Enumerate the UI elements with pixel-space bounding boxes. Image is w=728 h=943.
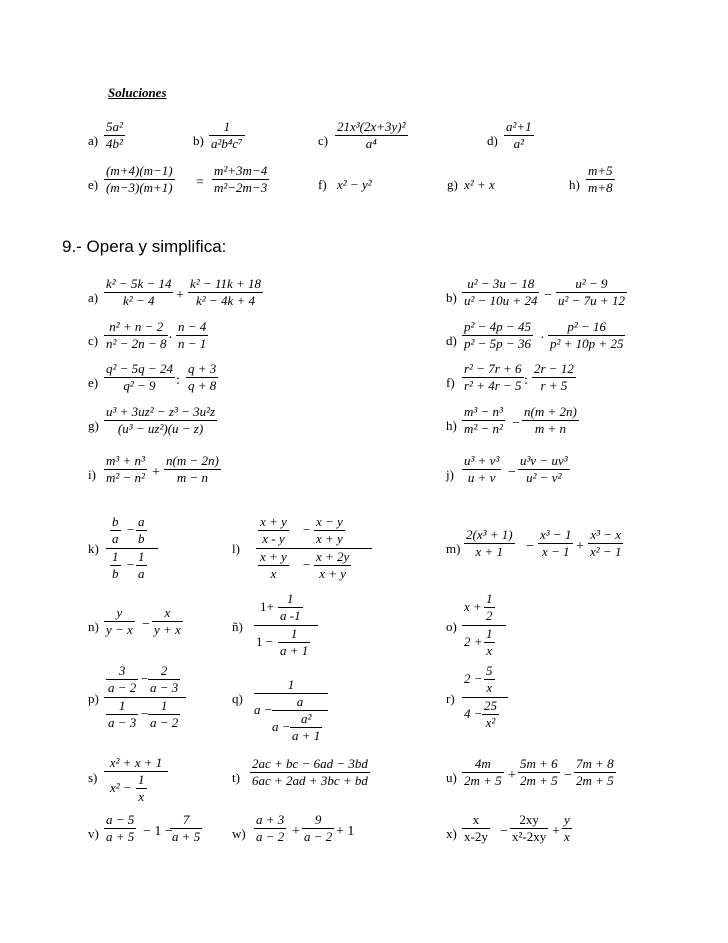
ex-j-label: j): [446, 467, 454, 482]
bottom-fraction-2: [136, 549, 147, 582]
sol-h-label: h): [569, 177, 580, 192]
operator: +: [576, 539, 584, 554]
denominator: m+8: [588, 180, 613, 195]
ex-b-fraction-1: [462, 276, 539, 309]
operator: −: [140, 706, 149, 721]
ex-m-fraction-1: [464, 527, 515, 560]
denominator: 4b²: [106, 136, 123, 151]
numerator: x³ − x: [590, 527, 622, 542]
ex-e-fraction-1: [104, 361, 175, 394]
ex-i-fraction-2: [164, 453, 221, 486]
numerator: m³ + n³: [106, 453, 145, 468]
ex-a-fraction-2: [188, 276, 263, 309]
ex-k-label: k): [88, 541, 99, 556]
denominator: (m−3)(m+1): [106, 180, 173, 195]
numerator: k² − 5k − 14: [106, 276, 172, 291]
denominator: a − 3: [150, 680, 179, 695]
ex-n-label: n): [88, 619, 99, 634]
ex-q-continued-fraction: [254, 677, 328, 750]
numerator: 5: [486, 663, 493, 678]
numerator: 1: [486, 626, 493, 641]
numerator: q² − 5q − 24: [106, 361, 173, 376]
ex-t-fraction: [250, 756, 370, 789]
ex-a-fraction-1: [104, 276, 173, 309]
denominator: x: [486, 680, 493, 695]
top-fraction-1: [110, 514, 121, 547]
ex-b-fraction-2: [556, 276, 627, 309]
bottom-fraction-1: [258, 549, 289, 582]
ex-s-complex-fraction: [104, 755, 168, 806]
numerator: x + 2y: [316, 549, 350, 564]
denominator: r + 5: [540, 378, 568, 393]
operator: +: [508, 768, 516, 783]
ex-w-fraction-1: [254, 812, 286, 845]
denominator: x − 1: [541, 544, 570, 559]
prefix: 2 −: [464, 671, 483, 686]
operator: ·: [540, 331, 545, 346]
sol-c-label: c): [318, 133, 329, 148]
denominator: m²−2m−3: [214, 180, 268, 195]
ex-enye-complex-fraction: [254, 591, 318, 660]
ex-d-fraction-2: [548, 319, 625, 352]
denominator: x²: [485, 715, 496, 730]
denominator: a − 2: [304, 829, 333, 844]
sol-f-expression: x² − y²: [337, 177, 372, 192]
numerator: 1: [138, 549, 145, 564]
numerator: 2ac + bc − 6ad − 3bd: [252, 756, 368, 771]
ex-h-fraction-1: [462, 404, 505, 437]
ex-v-label: v): [88, 826, 99, 841]
denominator: u² − 7u + 12: [558, 293, 625, 308]
ex-x-fraction-1: [462, 812, 490, 845]
denominator: a − 2: [256, 829, 285, 844]
numerator: n(m + 2n): [524, 404, 577, 419]
numerator: 1: [118, 698, 126, 713]
ex-c-label: c): [88, 333, 99, 348]
operator: :: [176, 373, 180, 388]
ex-m-fraction-2: [538, 527, 573, 560]
numerator: 1: [290, 626, 298, 641]
nested-fraction: [272, 694, 328, 745]
denominator: k² − 4k + 4: [196, 293, 255, 308]
denominator: y + x: [154, 622, 181, 637]
ex-v-fraction-2: [170, 812, 202, 845]
nested-fraction: [278, 626, 310, 659]
nested-fraction: [484, 626, 495, 659]
numerator: x + y: [260, 549, 287, 564]
denominator: a − 2: [108, 680, 137, 695]
numerator: x + y: [260, 514, 287, 529]
denominator: a + 5: [106, 829, 135, 844]
ex-g-label: g): [88, 418, 99, 433]
prefix: x +: [464, 599, 482, 614]
denominator: 6ac + 2ad + 3bc + bd: [252, 773, 368, 788]
denominator: r² + 4r − 5: [464, 378, 522, 393]
numerator: 21x³(2x+3y)²: [337, 119, 406, 134]
ex-c-fraction-2: [176, 319, 208, 352]
numerator: 1: [138, 772, 145, 787]
ex-h-fraction-2: [522, 404, 579, 437]
numerator: m²+3m−4: [214, 163, 268, 178]
numerator: y: [564, 812, 570, 827]
denominator: x: [138, 789, 145, 804]
ex-e-label: e): [88, 375, 99, 390]
ex-j-fraction-2: [518, 453, 570, 486]
ex-p-label: p): [88, 691, 99, 706]
denominator: b: [138, 531, 145, 546]
numerator: 4m: [474, 756, 491, 771]
numerator: p² − 16: [567, 319, 607, 334]
ex-x-fraction-2: [510, 812, 548, 845]
numerator: a + 3: [256, 812, 285, 827]
ex-b-label: b): [446, 290, 457, 305]
ex-p-complex-fraction: [104, 663, 186, 732]
numerator: q + 3: [188, 361, 217, 376]
numerator: 25: [484, 698, 497, 713]
denominator: m − n: [176, 470, 208, 485]
operator: −: [142, 617, 150, 632]
denominator: 2m + 5: [576, 773, 614, 788]
operator: :: [524, 373, 528, 388]
ex-h-label: h): [446, 418, 457, 433]
ex-f-fraction-2: [532, 361, 576, 394]
denominator: x²-2xy: [512, 829, 547, 844]
sol-c-fraction: [335, 119, 408, 152]
sol-e-label: e): [88, 177, 99, 192]
numerator: r² − 7r + 6: [464, 361, 522, 376]
numerator: n(m − 2n): [166, 453, 219, 468]
numerator: n² + n − 2: [109, 319, 164, 334]
bottom-fraction-2: [314, 549, 351, 582]
top-fraction-2: [148, 663, 180, 696]
denominator: a -1: [280, 608, 301, 623]
denominator: m + n: [534, 421, 566, 436]
operator: −: [564, 768, 572, 783]
ex-d-fraction-1: [462, 319, 533, 352]
denominator: x: [564, 829, 570, 844]
sol-b-fraction: [209, 119, 245, 152]
sol-g-label: g): [447, 177, 458, 192]
numerator: 1: [160, 698, 168, 713]
nested-fraction: [484, 663, 495, 696]
numerator: 1: [112, 549, 119, 564]
denominator: m² − n²: [464, 421, 503, 436]
soluciones-title: Soluciones: [108, 85, 167, 100]
ex-i-label: i): [88, 467, 96, 482]
prefix: 1 −: [256, 634, 274, 649]
operator: −: [544, 288, 552, 303]
operator: ·: [168, 331, 173, 346]
numerator: 1: [287, 591, 294, 606]
denominator: 2m + 5: [464, 773, 502, 788]
operator: +: [176, 288, 184, 303]
ex-x-fraction-3: [562, 812, 572, 845]
nested-fraction: [290, 711, 322, 744]
denominator: x-2y: [464, 829, 488, 844]
ex-f-label: f): [446, 375, 455, 390]
denominator: b: [112, 566, 119, 581]
ex-w-fraction-2: [302, 812, 334, 845]
top-fraction-1: [258, 514, 289, 547]
ex-o-label: o): [446, 619, 457, 634]
bottom-fraction-1: [106, 698, 138, 731]
numerator: 7m + 8: [576, 756, 614, 771]
operator: −: [508, 465, 516, 480]
ex-v-fraction-1: [104, 812, 136, 845]
ex-s-label: s): [88, 770, 98, 785]
numerator: u² − 3u − 18: [467, 276, 535, 291]
denominator: a²b⁴c⁷: [211, 136, 243, 151]
ex-t-label: t): [232, 770, 240, 785]
prefix: 4 −: [464, 706, 483, 721]
ex-j-fraction-1: [462, 453, 501, 486]
sol-h-fraction: [586, 163, 615, 196]
numerator: x: [472, 812, 480, 827]
operator: −: [302, 557, 311, 572]
ex-m-label: m): [446, 541, 461, 556]
sol-b-label: b): [193, 133, 204, 148]
prefix: a −: [272, 719, 291, 734]
sol-e-fraction-2: [212, 163, 269, 196]
numerator: 1: [287, 677, 295, 692]
numerator: a − 5: [106, 812, 135, 827]
operator: −: [526, 539, 534, 554]
ex-enye-label: ñ): [232, 619, 243, 634]
denominator: x² − 1: [590, 544, 622, 559]
equals-sign: =: [196, 175, 204, 190]
denominator: a: [112, 531, 119, 546]
ex-k-complex-fraction: [106, 514, 158, 583]
numerator: m³ − n³: [464, 404, 503, 419]
numerator: 5m + 6: [520, 756, 558, 771]
top-fraction-2: [136, 514, 147, 547]
prefix: 1+: [260, 599, 274, 614]
top-fraction-2: [314, 514, 345, 547]
operator: − 1 −: [143, 824, 173, 839]
nested-fraction: [484, 591, 495, 624]
denominator: u² − v²: [526, 470, 562, 485]
numerator: p² − 4p − 45: [464, 319, 531, 334]
prefix: x² −: [110, 780, 132, 795]
sol-f-label: f): [318, 177, 327, 192]
denominator: x: [486, 643, 493, 658]
denominator: a + 1: [280, 643, 309, 658]
nested-fraction: [482, 698, 499, 731]
prefix: 2 +: [464, 634, 483, 649]
numerator: a: [296, 694, 304, 709]
ex-d-label: d): [446, 333, 457, 348]
numerator: 2r − 12: [534, 361, 574, 376]
numerator: 2: [160, 663, 168, 678]
denominator: x + 1: [475, 544, 504, 559]
denominator: a⁴: [365, 136, 377, 151]
denominator: u + v: [467, 470, 496, 485]
ex-x-label: x): [446, 826, 457, 841]
numerator: 1: [486, 591, 493, 606]
ex-r-complex-fraction: [462, 663, 508, 732]
numerator: 1: [223, 119, 231, 134]
ex-n-fraction-2: [152, 605, 183, 638]
denominator: x - y: [262, 531, 285, 546]
nested-fraction: [136, 772, 147, 805]
denominator: p² − 5p − 36: [464, 336, 531, 351]
denominator: x + y: [319, 566, 347, 581]
numerator: u² − 9: [575, 276, 608, 291]
numerator: x: [164, 605, 171, 620]
sol-a-fraction: [104, 119, 125, 152]
numerator: 5a²: [106, 119, 123, 134]
ex-w-label: w): [232, 826, 246, 841]
numerator: k² − 11k + 18: [190, 276, 262, 291]
bottom-fraction-1: [110, 549, 121, 582]
operator: +: [552, 824, 560, 839]
denominator: m² − n²: [106, 470, 145, 485]
numerator: a: [138, 514, 145, 529]
bottom-fraction-2: [148, 698, 180, 731]
denominator: 2: [486, 608, 493, 623]
denominator: a − 3: [108, 715, 137, 730]
numerator: u³ + 3uz² − z³ − 3u²z: [106, 404, 216, 419]
denominator: q² − 9: [123, 378, 156, 393]
ex-e-fraction-2: [186, 361, 218, 394]
operator: −: [512, 416, 520, 431]
operator: +: [292, 824, 300, 839]
numerator: 3: [118, 663, 126, 678]
ex-u-fraction-1: [462, 756, 504, 789]
ex-u-fraction-2: [518, 756, 560, 789]
ex-g-fraction: [104, 404, 217, 437]
denominator: a − 2: [150, 715, 179, 730]
operator: −: [302, 522, 311, 537]
denominator: u² − 10u + 24: [464, 293, 538, 308]
sol-d-label: d): [487, 133, 498, 148]
ex-n-fraction-1: [104, 605, 135, 638]
numerator: 2xy: [519, 812, 539, 827]
ex-q-label: q): [232, 691, 243, 706]
numerator: x² + x + 1: [109, 755, 163, 770]
nested-fraction: [278, 591, 303, 624]
ex-l-complex-fraction: [256, 514, 372, 583]
denominator: k² − 4: [123, 293, 155, 308]
denominator: x: [270, 566, 277, 581]
denominator: a²: [513, 136, 525, 151]
numerator: y: [116, 605, 123, 620]
numerator: u³v − uv³: [520, 453, 568, 468]
operator: −: [140, 671, 149, 686]
numerator: n − 4: [178, 319, 207, 334]
ex-m-fraction-3: [588, 527, 623, 560]
top-fraction-1: [106, 663, 138, 696]
numerator: b: [112, 514, 119, 529]
denominator: a + 5: [172, 829, 201, 844]
numerator: a²: [300, 711, 312, 726]
ex-u-label: u): [446, 770, 457, 785]
sol-e-fraction: [104, 163, 175, 196]
ex-f-fraction-1: [462, 361, 524, 394]
ex-u-fraction-3: [574, 756, 616, 789]
ex-a-label: a): [88, 290, 99, 305]
operator: −: [126, 522, 135, 537]
sol-d-fraction: [504, 119, 534, 152]
denominator: y − x: [106, 622, 133, 637]
ex-r-label: r): [446, 691, 455, 706]
ex-o-complex-fraction: [462, 591, 506, 660]
numerator: x³ − 1: [540, 527, 572, 542]
operator: +: [152, 465, 160, 480]
prefix: a −: [254, 702, 273, 717]
denominator: 2m + 5: [520, 773, 558, 788]
denominator: x + y: [316, 531, 343, 546]
sol-a-label: a): [88, 133, 99, 148]
operator: −: [126, 557, 135, 572]
numerator: x − y: [316, 514, 343, 529]
ex-c-fraction-1: [104, 319, 168, 352]
operator: −: [500, 824, 508, 839]
ex-i-fraction-1: [104, 453, 147, 486]
tail-term: + 1: [336, 824, 355, 839]
numerator: a²+1: [506, 119, 532, 134]
numerator: 7: [182, 812, 190, 827]
section-title: 9.- Opera y simplifica:: [62, 237, 227, 256]
denominator: a: [138, 566, 145, 581]
numerator: 2(x³ + 1): [466, 527, 513, 542]
denominator: (u³ − uz²)(u − z): [117, 421, 204, 436]
numerator: (m+4)(m−1): [106, 163, 173, 178]
ex-l-label: l): [232, 541, 240, 556]
numerator: u³ + v³: [464, 453, 500, 468]
sol-g-expression: x² + x: [464, 177, 495, 192]
denominator: n − 1: [178, 336, 207, 351]
numerator: 9: [314, 812, 322, 827]
denominator: q + 8: [188, 378, 217, 393]
numerator: m+5: [588, 163, 613, 178]
denominator: n² − 2n − 8: [106, 336, 167, 351]
denominator: p² + 10p + 25: [550, 336, 624, 351]
denominator: a + 1: [292, 728, 321, 743]
